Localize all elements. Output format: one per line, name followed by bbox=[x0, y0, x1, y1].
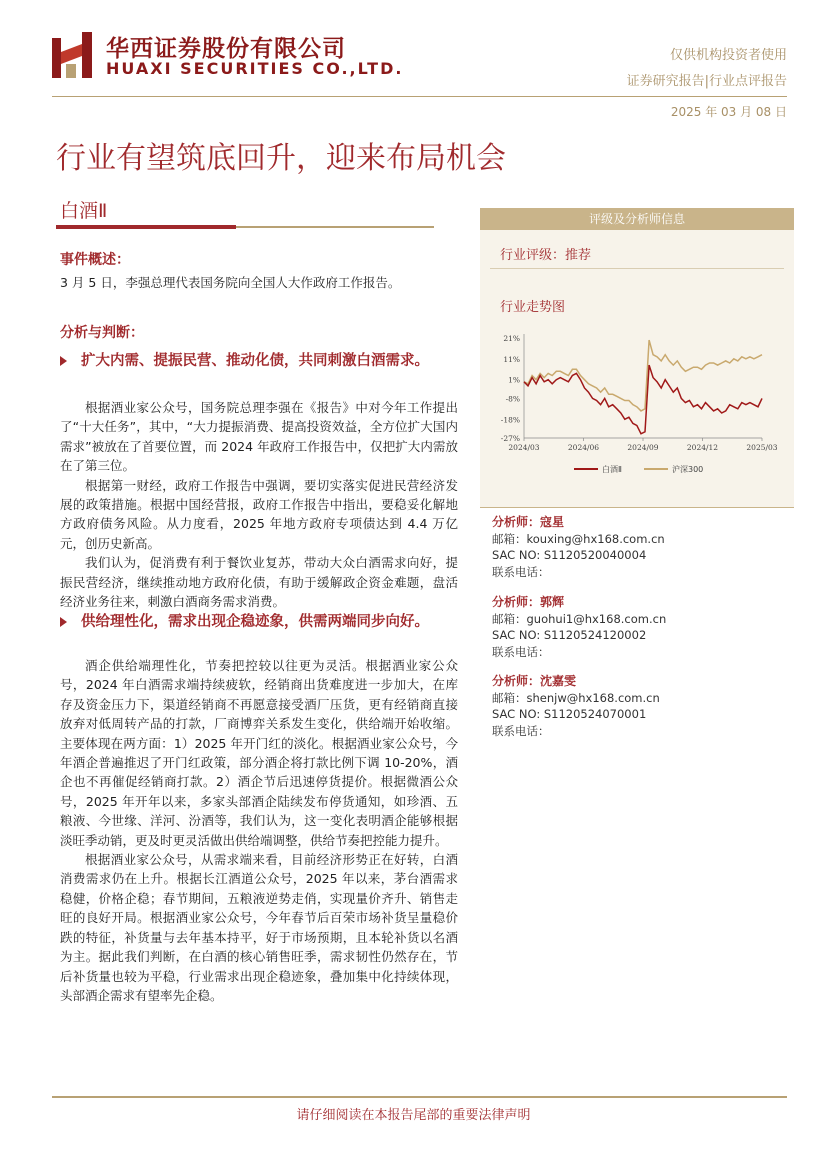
analyst-card bbox=[492, 673, 660, 739]
panel-header: 评级及分析师信息 bbox=[480, 208, 794, 230]
analyst-phone: 联系电话： bbox=[492, 644, 550, 659]
series-line-baijiu bbox=[524, 365, 762, 434]
paragraph: 根据酒业家公众号，从需求端来看，目前经济形势正在好转，白酒消费需求仍在上升。根据长江酒道公众号，2025 年以来，茅台酒需求稳健，价格企稳；春节期间，五粮液逆势走俏，实现量价齐升、销售走旺的良好开局。根据酒业家公众号，今年春节后百荣市场补货呈量稳价跌的特征，补货量与去年基本持平，好于市场预期，且本轮补货以名酒为主。据此我们判断，在白酒的核心销售旺季，需求韧性仍然存在，节后补货量也较为平稳，行业需求出现企稳迹象，叠加集中化持续体现，头部酒企需求有望率先企稳。 bbox=[60, 852, 458, 1003]
analyst-card bbox=[492, 594, 666, 660]
sector-underline bbox=[56, 225, 236, 229]
analyst-sac: SAC NO: S1120524070001 bbox=[492, 707, 647, 721]
sector-underline-gold bbox=[236, 226, 434, 228]
paragraph: 酒企供给端理性化，节奏把控较以往更为灵活。根据酒业家公众号，2024 年白酒需求端持续疲软，经销商出货难度进一步加大，在库存及资金压力下，渠道经销商不再愿意接受酒厂压货，更有经销商直接放弃对低周转产品的打款，厂商博弈关系发生变化，供给端开始收缩。主要体现在两方面：1）2025 年开门红的淡化。根据酒业家公众号，今年酒企普遍推迟了开门红政策，部分酒企将打款比例下调 10-20%，酒企也不再催促经销商打款。2）酒企节后迅速停货提价。根据微酒公众号，2025 年开年以来，多家头部酒企陆续发布停货通知，如珍酒、五粮液、今世缘、洋河、汾酒等，我们认为，这一变化表明酒企能够根据淡旺季动销，更及时更灵活做出供给端调整，供给节奏把控能力提升。 bbox=[60, 658, 458, 848]
y-tick-label: 21% bbox=[503, 334, 520, 343]
y-tick-label: 11% bbox=[503, 354, 520, 364]
analyst-email: 邮箱：guohui1@hx168.com.cn bbox=[492, 611, 667, 626]
panel-bottom-divider bbox=[480, 507, 794, 508]
trend-chart-label: 行业走势图 bbox=[500, 300, 566, 315]
section-1-title-text: 扩大内需、提振民营、推动化债，共同刺激白酒需求。 bbox=[81, 353, 429, 369]
analyst-sac: SAC NO: S1120520040004 bbox=[492, 548, 647, 562]
footer-divider bbox=[52, 1096, 787, 1098]
x-tick-label: 2024/06 bbox=[567, 443, 600, 452]
sector-label: 白酒Ⅱ bbox=[60, 200, 108, 222]
legend-label: 沪深300 bbox=[672, 465, 704, 474]
header-divider bbox=[52, 96, 787, 97]
legal-notice: 请仔细阅读在本报告尾部的重要法律声明 bbox=[296, 1108, 531, 1123]
analyst-name: 沈嘉雯 bbox=[540, 674, 577, 688]
company-name-cn: 华西证券股份有限公司 bbox=[106, 36, 346, 62]
event-text bbox=[60, 273, 458, 292]
analyst-sac: SAC NO: S1120524120002 bbox=[492, 628, 647, 642]
huaxi-logo-icon bbox=[52, 32, 96, 78]
analyst-card bbox=[492, 514, 665, 580]
report-title: 行业有望筑底回升，迎来布局机会 bbox=[56, 141, 506, 176]
panel-divider bbox=[490, 268, 784, 269]
report-type: 证券研究报告|行业点评报告 bbox=[626, 74, 787, 89]
triangle-bullet-icon bbox=[60, 356, 67, 366]
x-tick-label: 2024/12 bbox=[686, 443, 719, 452]
y-tick-label: -18% bbox=[500, 415, 520, 425]
y-tick-label: -27% bbox=[500, 434, 520, 443]
section-1-title bbox=[60, 350, 460, 372]
x-tick-label: 2024/09 bbox=[627, 443, 659, 452]
section-1-body bbox=[60, 398, 458, 611]
investor-notice: 仅供机构投资者使用 bbox=[669, 48, 787, 63]
series-line-hs300 bbox=[524, 340, 762, 411]
analyst-label: 分析师： bbox=[492, 674, 541, 688]
paragraph: 根据酒业家公众号，国务院总理李强在《报告》中对今年工作提出了“十大任务”，其中，“大力提振消费、提高投资效益，全方位扩大国内需求”被放在了首要位置，而 2024 年政府工作报告中，仅把扩大内需放在了第三位。 bbox=[60, 400, 458, 474]
industry-trend-chart bbox=[490, 326, 794, 486]
event-paragraph: 3 月 5 日，李强总理代表国务院向全国人大作政府工作报告。 bbox=[60, 275, 401, 290]
analyst-label: 分析师： bbox=[492, 515, 541, 529]
analyst-email: 邮箱：shenjw@hx168.com.cn bbox=[492, 690, 660, 705]
y-tick-label: 1% bbox=[508, 375, 520, 385]
section-2-title bbox=[60, 611, 460, 633]
x-tick-label: 2024/03 bbox=[508, 443, 540, 452]
event-heading: 事件概述： bbox=[60, 252, 130, 268]
y-tick-label: -8% bbox=[505, 394, 520, 404]
analyst-name: 寇星 bbox=[540, 515, 565, 529]
x-tick-label: 2025/03 bbox=[746, 443, 778, 452]
triangle-bullet-icon bbox=[60, 617, 67, 627]
analyst-name: 郭辉 bbox=[540, 595, 565, 609]
analyst-email: 邮箱：kouxing@hx168.com.cn bbox=[492, 531, 665, 546]
section-2-body bbox=[60, 656, 458, 1005]
analyst-phone: 联系电话： bbox=[492, 564, 550, 579]
analyst-label: 分析师： bbox=[492, 595, 541, 609]
section-2-title-text: 供给理性化，需求出现企稳迹象，供需两端同步向好。 bbox=[81, 614, 429, 630]
legend-label: 白酒Ⅱ bbox=[602, 465, 622, 474]
paragraph: 根据第一财经，政府工作报告中强调，要切实落实促进民营经济发展的政策措施。根据中国经营报，政府工作报告中指出，要稳妥化解地方政府债务风险。从力度看，2025 年地方政府专项债达到 4.4 万亿元，创历史新高。 bbox=[60, 477, 458, 551]
industry-rating: 行业评级：推荐 bbox=[500, 248, 592, 263]
paragraph: 我们认为，促消费有利于餐饮业复苏，带动大众白酒需求向好，提振民营经济，继续推动地方政府化债，有助于缓解政企资金难题，盘活经济业务往来，刺激白酒商务需求消费。 bbox=[60, 555, 458, 610]
analyst-phone: 联系电话： bbox=[492, 723, 550, 738]
analysis-heading: 分析与判断： bbox=[60, 325, 144, 341]
report-date: 2025 年 03 月 08 日 bbox=[670, 105, 787, 119]
company-name-en: HUAXI SECURITIES CO.,LTD. bbox=[106, 59, 404, 78]
